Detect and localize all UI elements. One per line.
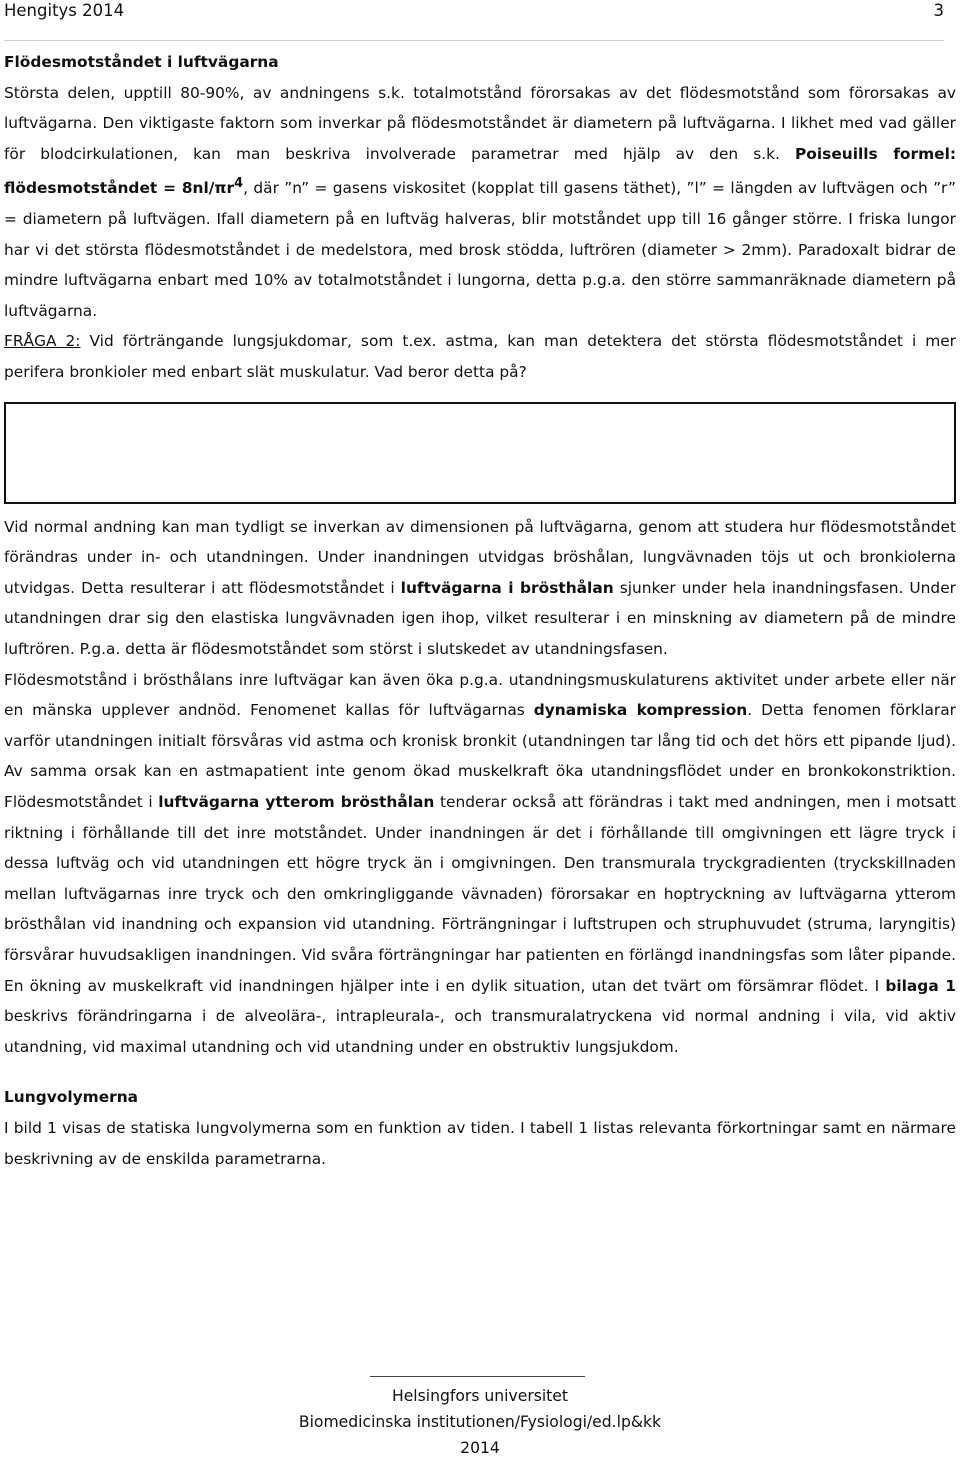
bold-term: bilaga 1 bbox=[885, 976, 956, 995]
formula-exponent: 4 bbox=[234, 176, 244, 192]
header-title: Hengitys 2014 bbox=[4, 1, 125, 20]
formula-text: Poiseuills formel: flödesmotståndet = 8nl/πr bbox=[4, 144, 957, 198]
question-text: Vid förträngande lungsjukdomar, som t.ex. astma, kan man detektera det största flödesmotståndet i mer perifera bronkioler med enbart slät muskulatur. Vad beror detta på? bbox=[4, 332, 956, 382]
paragraph-text: , där ”n” = gasens viskositet (kopplat till gasens täthet), ”l” = längden av luftvägen och ”r” = diametern på luftvägen. Ifall diametern på en luftväg halveras, blir motståndet upp till 16 gånger större. I friska lungor har vi det största flödesmotståndet i de medelstora, med brosk stödda, luftrören (diameter > 2mm). Paradoxalt bidrar de mindre luftvägarna enbart med 10% av totalmotståndet i lungorna, detta p.g.a. den större sammanräknade diametern på luftvägarna. bbox=[4, 179, 956, 320]
page-number: 3 bbox=[933, 1, 944, 20]
bold-term: luftvägarna i brösthålan bbox=[400, 578, 614, 597]
question-2 bbox=[4, 326, 956, 387]
header-divider bbox=[4, 40, 944, 41]
section-heading-lung-volumes: Lungvolymerna bbox=[4, 1088, 139, 1107]
paragraph-text: tenderar också att förändras i takt med andningen, men i motsatt riktning i förhållande till det inre motståndet. Under inandningen är det i förhållande till omgivningen ett lägre tryck i dessa luftväg och vid utandningen ett högre tryck än i omgivningen. Den transmurala tryckgradienten (tryckskillnaden mellan luftvägarnas inre tryck och den omkringliggande vävnaden) förorsakar en hoptryckning av luftvägarna ytterom brösthålan vid inandning och expansion vid utandning. Förträngningar i luftstrupen och struphuvudet (struma, laryngitis) försvårar huvudsakligen inandningen. Vid svåra förträngningar har patienten en förlängd inandningsfas som låter pipande. En ökning av muskelkraft vid inandningen hjälper inte i en dylik situation, utan det tvärt om försämrar flödet. I bbox=[4, 793, 956, 995]
paragraph-poiseuille bbox=[4, 78, 956, 327]
footer-university: Helsingfors universitet bbox=[391, 1387, 569, 1405]
bold-term: dynamiska kompression bbox=[533, 701, 748, 720]
paragraph-text: Vid normal andning kan man tydligt se inverkan av dimensionen på luftvägarna, genom att studera hur flödesmotståndet förändras under in- och utandningen. Under inandningen utvidgas bröshålan, lungvävnaden töjs ut och bronkiolerna utvidgas. Detta resulterar i att flödesmotståndet i bbox=[4, 517, 956, 597]
paragraph-lung-volumes: I bild 1 visas de statiska lungvolymerna som en funktion av tiden. I tabell 1 listas relevanta förkortningar samt en närmare beskrivning av de enskilda parametrarna. bbox=[4, 1118, 956, 1168]
paragraph-dynamic-compression bbox=[4, 665, 956, 1063]
paragraph-normal-breathing bbox=[4, 512, 956, 665]
section-heading-flow-resistance: Flödesmotståndet i luftvägarna bbox=[4, 53, 279, 71]
footer-divider bbox=[370, 1376, 585, 1377]
paragraph-text: Största delen, upptill 80-90%, av andningens s.k. totalmotstånd förorsakas av det flödesmotstånd som förorsakas av luftvägarna. Den viktigaste faktorn som inverkar på flödesmotståndet är diametern på luftvägarna. I likhet med vad gäller för blodcirkulationen, kan man beskriva involverade parametrar med hjälp av den s.k. bbox=[4, 83, 956, 163]
question-label: FRÅGA 2: bbox=[4, 332, 81, 351]
document-body bbox=[4, 47, 956, 1174]
spacer bbox=[4, 1062, 956, 1082]
answer-box[interactable] bbox=[4, 402, 956, 504]
bold-term: luftvägarna ytterom brösthålan bbox=[158, 793, 435, 811]
paragraph-text: beskrivs förändringarna i de alveolära-, intrapleurala-, och transmuralatryckena vid normal andning i vila, vid aktiv utandning, vid maximal utandning och vid utandning under en obstruktiv lungsjukdom. bbox=[4, 1007, 956, 1056]
footer-institution: Biomedicinska institutionen/Fysiologi/ed.lp&kk bbox=[298, 1413, 662, 1431]
page-header bbox=[4, 0, 944, 26]
paragraph-text: sjunker under hela inandningsfasen. Under utandningen drar sig den elastiska lungvävnaden igen ihop, vilket resulterar i en minskning av diametern på de mindre luftrören. P.g.a. detta är flödesmotståndet som störst i slutskedet av utandningsfasen. bbox=[4, 578, 956, 659]
paragraph-text: Flödesmotstånd i brösthålans inre luftvägar kan även öka p.g.a. utandningsmuskulaturens aktivitet under arbete eller när en mänska upplever andnöd. Fenomenet kallas för luftvägarnas bbox=[4, 670, 956, 720]
footer-year: 2014 bbox=[460, 1439, 500, 1457]
paragraph-text: . Detta fenomen förklarar varför utandningen initialt försvåras vid astma och kronisk bronkit (utandningen tar lång tid och det hörs ett pipande ljud). Av samma orsak kan en astmapatient inte genom ökad muskelkraft öka utandningsflödet under en bronkokonstriktion. Flödesmotståndet i bbox=[4, 701, 957, 811]
page-footer bbox=[0, 1383, 960, 1461]
